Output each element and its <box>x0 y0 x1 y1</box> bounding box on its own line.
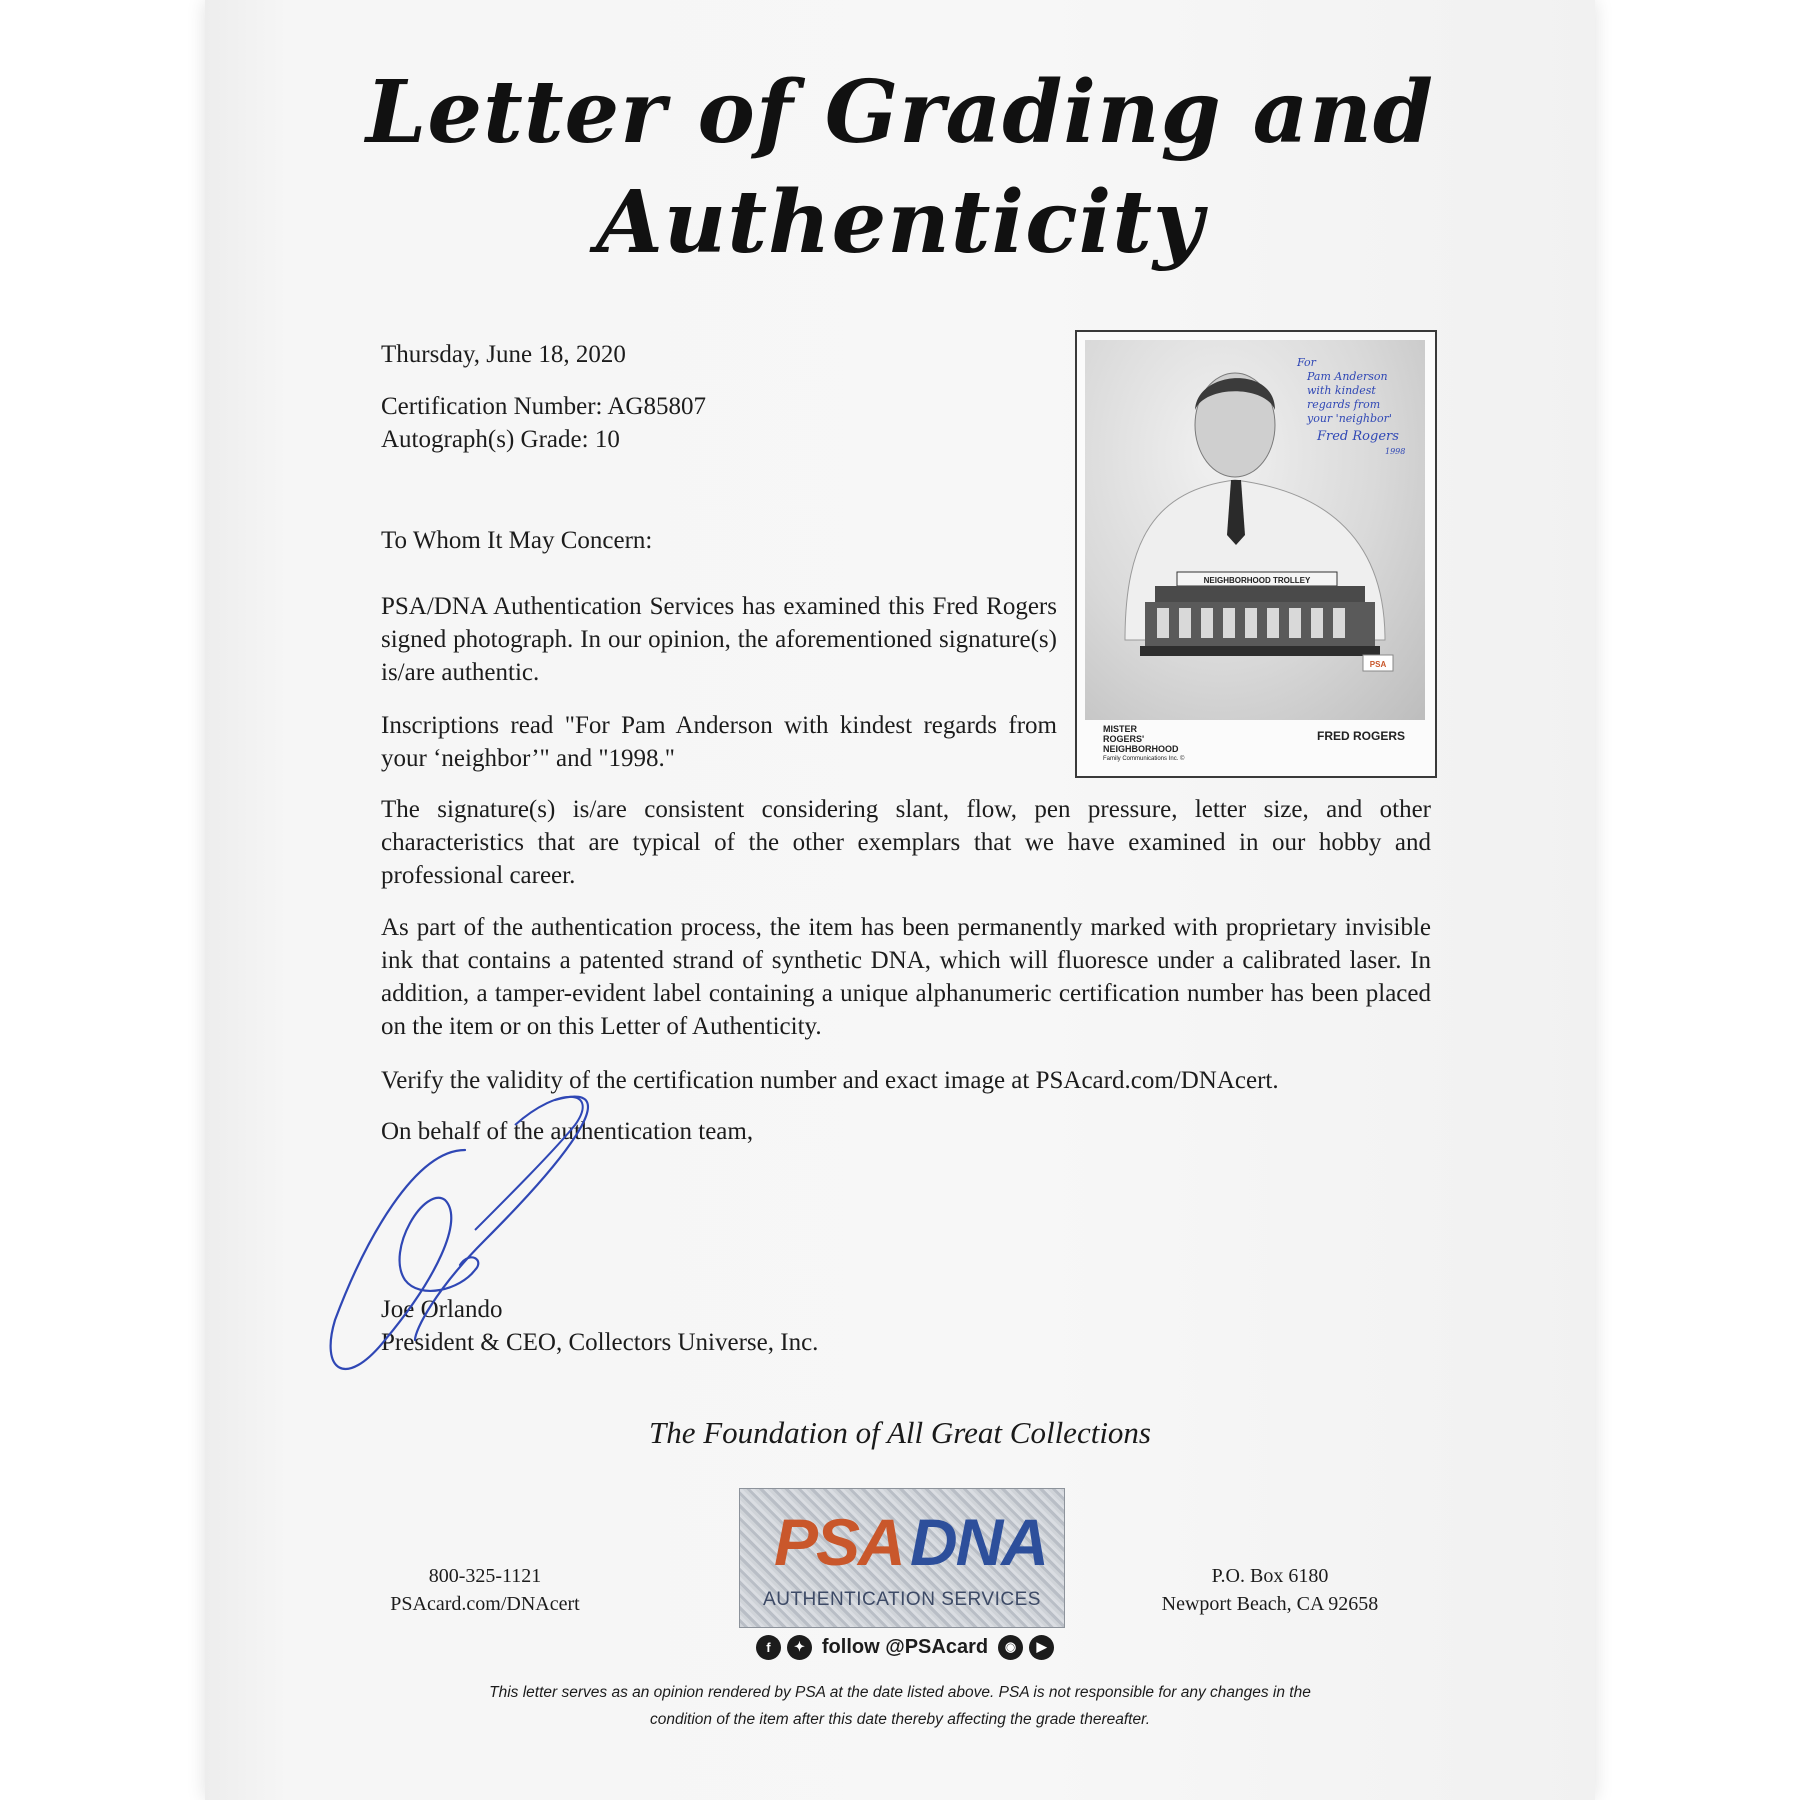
certification-number: Certification Number: AG85807 <box>381 393 706 420</box>
show-logo: MISTER ROGERS' NEIGHBORHOOD Family Communications Inc. © <box>1103 724 1185 762</box>
social-follow <box>745 1632 1065 1662</box>
page-title-line2: Authenticity <box>596 172 1204 273</box>
tagline: The Foundation of All Great Collections <box>648 1415 1151 1450</box>
mailing-address <box>1140 1562 1400 1618</box>
trolley-sign-text: NEIGHBORHOOD TROLLEY <box>1203 576 1311 585</box>
signer-title: President & CEO, Collectors Universe, Inc. <box>381 1329 819 1356</box>
facebook-icon: f <box>756 1635 781 1660</box>
disclaimer-line2: condition of the item after this date thereby affecting the grade thereafter. <box>649 1711 1151 1728</box>
letter-page <box>205 0 1595 1800</box>
inscriptions-paragraph: Inscriptions read "For Pam Anderson with kindest regards from your ‘neighbor’" and "1998." <box>381 712 1057 772</box>
address-line1: P.O. Box 6180 <box>1211 1565 1329 1587</box>
psa-dna-hologram <box>739 1488 1065 1628</box>
address-line2: Newport Beach, CA 92658 <box>1161 1593 1379 1615</box>
psa-sticker: PSA <box>1369 660 1387 669</box>
inscription-signature: Fred Rogers <box>1317 429 1399 444</box>
hologram-psa-text: PSA <box>774 1505 904 1579</box>
disclaimer <box>205 1679 1595 1733</box>
hologram-dna-text: DNA <box>910 1505 1047 1579</box>
inscription-line: with kindest <box>1307 384 1376 397</box>
contact-info <box>390 1562 580 1618</box>
inscription-line: Pam Anderson <box>1307 370 1388 383</box>
opinion-paragraph: PSA/DNA Authentication Services has examined this Fred Rogers signed photograph. In our opinion, the aforementioned signature(s) is/are authentic. <box>381 593 1057 686</box>
instagram-icon: ◉ <box>998 1635 1023 1660</box>
handwritten-signature <box>325 1090 645 1390</box>
signer-name: Joe Orlando <box>381 1296 503 1323</box>
twitter-icon: ✦ <box>787 1635 812 1660</box>
letter-date: Thursday, June 18, 2020 <box>381 341 626 368</box>
disclaimer-line1: This letter serves as an opinion rendered by PSA at the date listed above. PSA is not responsible for any changes in the <box>489 1684 1311 1701</box>
verify-paragraph: Verify the validity of the certification number and exact image at PSAcard.com/DNAcert. <box>381 1067 1279 1094</box>
page-title: Letter of Grading and <box>365 62 1435 163</box>
inscription-line: your 'neighbor' <box>1307 412 1392 425</box>
signed-photograph <box>1075 330 1437 778</box>
inscription-line: regards from <box>1307 398 1381 411</box>
website-text: PSAcard.com/DNAcert <box>390 1593 580 1615</box>
inscription-year: 1998 <box>1385 447 1406 456</box>
photo-image <box>1085 340 1425 720</box>
follow-text: follow @PSAcard <box>821 1635 989 1658</box>
phone-number: 800-325-1121 <box>428 1565 542 1587</box>
closing-line: On behalf of the authentication team, <box>381 1118 754 1145</box>
photo-caption: FRED ROGERS <box>1316 729 1405 743</box>
hologram-subtitle: AUTHENTICATION SERVICES <box>763 1589 1041 1610</box>
consistency-paragraph: The signature(s) is/are consistent considering slant, flow, pen pressure, letter size, and other characteristics that are typical of the other exemplars that we have examined in our hobby and professional career. <box>381 796 1431 889</box>
youtube-icon: ▶ <box>1029 1635 1054 1660</box>
inscription-line: For <box>1297 356 1316 369</box>
salutation: To Whom It May Concern: <box>381 527 653 554</box>
process-paragraph: As part of the authentication process, the item has been permanently marked with proprietary invisible ink that contains a patented strand of synthetic DNA, which will fluoresce under a calibrated laser. In addition, a tamper-evident label containing a unique alphanumeric certification number has been placed on the item or on this Letter of Authenticity. <box>381 914 1431 1040</box>
autograph-grade: Autograph(s) Grade: 10 <box>381 426 620 453</box>
